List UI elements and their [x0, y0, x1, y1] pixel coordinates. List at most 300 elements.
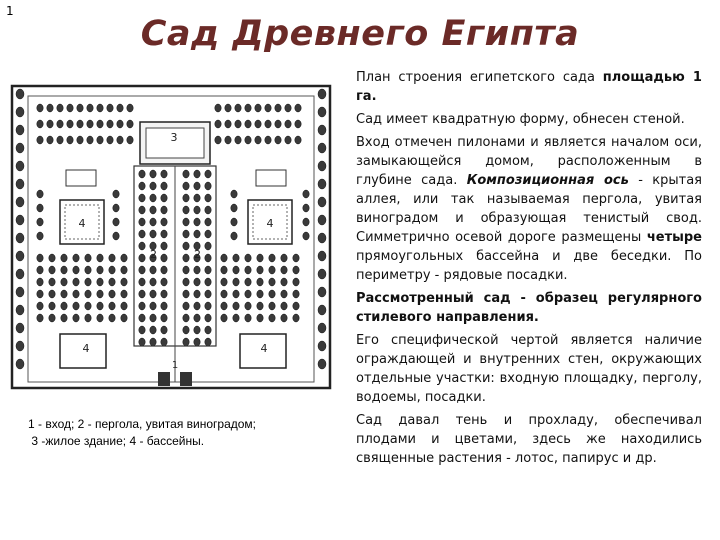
tree-mark [183, 314, 189, 322]
tree-mark [161, 242, 167, 250]
tree-mark [97, 104, 103, 112]
tree-mark [293, 302, 299, 310]
tree-mark [73, 254, 79, 262]
tree-mark [49, 266, 55, 274]
tree-mark [295, 136, 301, 144]
tree-mark [139, 230, 145, 238]
tree-mark [61, 278, 67, 286]
tree-mark [87, 120, 93, 128]
tree-mark [205, 206, 211, 214]
tree-mark [37, 218, 43, 226]
paragraph-1: План строения египетского сада площадью 1 га. [356, 70, 702, 104]
tree-mark [285, 120, 291, 128]
tree-mark [183, 230, 189, 238]
tree-mark [37, 254, 43, 262]
tree-mark [49, 278, 55, 286]
tree-mark [318, 197, 326, 207]
tree-mark [205, 290, 211, 298]
tree-mark [318, 341, 326, 351]
tree-mark [194, 266, 200, 274]
tree-mark [161, 182, 167, 190]
tree-mark [221, 302, 227, 310]
tree-mark [293, 278, 299, 286]
tree-mark [67, 120, 73, 128]
tree-mark [73, 314, 79, 322]
tree-mark [194, 326, 200, 334]
tree-mark [37, 136, 43, 144]
tree-mark [117, 120, 123, 128]
tree-mark [257, 314, 263, 322]
tree-mark [16, 215, 24, 225]
tree-mark [97, 266, 103, 274]
plan-label-pool-bl: 4 [82, 342, 90, 355]
tree-mark [318, 161, 326, 171]
tree-mark [37, 204, 43, 212]
paragraph-4: Рассмотренный сад - образец регулярного стилевого направления. [356, 291, 702, 325]
tree-mark [47, 136, 53, 144]
tree-mark [205, 230, 211, 238]
tree-mark [318, 125, 326, 135]
tree-mark [194, 278, 200, 286]
tree-mark [205, 170, 211, 178]
entrance-pylon-left [158, 372, 170, 386]
tree-mark [194, 302, 200, 310]
tree-mark [183, 170, 189, 178]
tree-mark [150, 290, 156, 298]
plan-label-entrance: 1 [171, 360, 179, 371]
tree-mark [215, 120, 221, 128]
tree-mark [139, 266, 145, 274]
tree-mark [121, 254, 127, 262]
tree-mark [183, 278, 189, 286]
tree-mark [150, 218, 156, 226]
tree-mark [233, 278, 239, 286]
tree-mark [150, 314, 156, 322]
tree-mark [318, 287, 326, 297]
tree-mark [97, 290, 103, 298]
tree-mark [235, 120, 241, 128]
tree-mark [150, 266, 156, 274]
tree-mark [139, 278, 145, 286]
pavilion-left [66, 170, 96, 186]
tree-mark [150, 194, 156, 202]
tree-mark [318, 233, 326, 243]
tree-mark [318, 89, 326, 99]
tree-mark [215, 104, 221, 112]
tree-mark [255, 104, 261, 112]
tree-mark [205, 254, 211, 262]
tree-mark [16, 107, 24, 117]
tree-mark [303, 218, 309, 226]
plan-label-pergola-right: 2 [194, 248, 201, 261]
tree-mark [245, 120, 251, 128]
tree-mark [269, 254, 275, 262]
tree-mark [139, 218, 145, 226]
tree-mark [285, 136, 291, 144]
tree-mark [318, 251, 326, 261]
tree-mark [269, 290, 275, 298]
tree-mark [85, 314, 91, 322]
tree-mark [139, 242, 145, 250]
tree-mark [16, 341, 24, 351]
tree-mark [245, 290, 251, 298]
tree-mark [150, 230, 156, 238]
tree-mark [194, 290, 200, 298]
tree-mark [139, 206, 145, 214]
tree-mark [233, 254, 239, 262]
tree-mark [47, 120, 53, 128]
tree-mark [245, 136, 251, 144]
tree-mark [281, 302, 287, 310]
tree-mark [245, 254, 251, 262]
tree-mark [16, 125, 24, 135]
tree-mark [183, 194, 189, 202]
tree-mark [205, 302, 211, 310]
caption-line-1: 1 - вход; 2 - пергола, увитая виноградом; [28, 417, 257, 431]
caption-line-2: 3 -жилое здание; 4 - бассейны. [28, 434, 205, 448]
tree-mark [109, 254, 115, 262]
tree-mark [121, 314, 127, 322]
tree-mark [233, 314, 239, 322]
description-text [356, 68, 702, 472]
tree-mark [109, 278, 115, 286]
tree-mark [245, 104, 251, 112]
tree-mark [281, 254, 287, 262]
tree-mark [61, 302, 67, 310]
tree-mark [269, 266, 275, 274]
tree-mark [275, 104, 281, 112]
tree-mark [107, 104, 113, 112]
tree-mark [257, 266, 263, 274]
tree-mark [37, 190, 43, 198]
tree-mark [37, 302, 43, 310]
tree-mark [85, 278, 91, 286]
tree-mark [231, 218, 237, 226]
tree-mark [97, 254, 103, 262]
tree-mark [161, 230, 167, 238]
tree-mark [109, 314, 115, 322]
tree-mark [49, 254, 55, 262]
tree-mark [16, 143, 24, 153]
tree-mark [139, 182, 145, 190]
tree-mark [97, 314, 103, 322]
tree-mark [127, 136, 133, 144]
tree-mark [205, 326, 211, 334]
paragraph-2: Сад имеет квадратную форму, обнесен стеной. [356, 112, 685, 127]
tree-mark [150, 182, 156, 190]
tree-mark [37, 104, 43, 112]
tree-mark [293, 254, 299, 262]
tree-mark [235, 136, 241, 144]
tree-mark [233, 290, 239, 298]
tree-mark [73, 290, 79, 298]
entrance-pylon-right [180, 372, 192, 386]
tree-mark [16, 251, 24, 261]
tree-mark [16, 233, 24, 243]
plan-label-pool-tr: 4 [266, 217, 274, 230]
tree-mark [85, 302, 91, 310]
tree-mark [281, 314, 287, 322]
tree-mark [16, 269, 24, 279]
tree-mark [139, 326, 145, 334]
tree-mark [194, 194, 200, 202]
tree-mark [161, 254, 167, 262]
tree-mark [57, 136, 63, 144]
tree-mark [194, 230, 200, 238]
tree-mark [16, 89, 24, 99]
tree-mark [85, 266, 91, 274]
tree-mark [183, 242, 189, 250]
tree-mark [161, 314, 167, 322]
tree-mark [221, 254, 227, 262]
tree-mark [85, 254, 91, 262]
tree-mark [16, 197, 24, 207]
tree-mark [139, 302, 145, 310]
tree-mark [293, 314, 299, 322]
tree-mark [16, 323, 24, 333]
tree-mark [161, 206, 167, 214]
tree-mark [205, 338, 211, 346]
tree-mark [295, 120, 301, 128]
tree-mark [121, 290, 127, 298]
tree-mark [87, 104, 93, 112]
tree-mark [205, 314, 211, 322]
tree-mark [205, 194, 211, 202]
tree-mark [97, 120, 103, 128]
tree-mark [194, 314, 200, 322]
tree-mark [265, 136, 271, 144]
tree-mark [225, 136, 231, 144]
slide-number: 1 [6, 4, 14, 18]
tree-mark [139, 194, 145, 202]
tree-mark [215, 136, 221, 144]
tree-mark [73, 302, 79, 310]
tree-mark [318, 359, 326, 369]
tree-mark [281, 290, 287, 298]
tree-mark [127, 120, 133, 128]
tree-mark [318, 215, 326, 225]
tree-mark [293, 290, 299, 298]
tree-mark [318, 323, 326, 333]
tree-mark [183, 266, 189, 274]
tree-mark [16, 287, 24, 297]
tree-mark [257, 290, 263, 298]
tree-mark [194, 170, 200, 178]
tree-mark [37, 266, 43, 274]
tree-mark [269, 314, 275, 322]
tree-mark [57, 104, 63, 112]
tree-mark [205, 266, 211, 274]
tree-mark [37, 314, 43, 322]
tree-mark [205, 182, 211, 190]
tree-mark [194, 182, 200, 190]
paragraph-6: Сад давал тень и прохладу, обеспечивал плодами и цветами, здесь же находились священные растения - лотос, папирус и др. [356, 413, 702, 466]
tree-mark [117, 104, 123, 112]
tree-mark [303, 232, 309, 240]
tree-mark [37, 120, 43, 128]
tree-mark [225, 120, 231, 128]
tree-mark [37, 232, 43, 240]
tree-mark [61, 254, 67, 262]
tree-mark [245, 302, 251, 310]
tree-mark [77, 120, 83, 128]
tree-mark [183, 254, 189, 262]
tree-mark [113, 204, 119, 212]
tree-mark [150, 278, 156, 286]
tree-mark [233, 266, 239, 274]
tree-mark [318, 305, 326, 315]
tree-mark [161, 290, 167, 298]
tree-mark [161, 218, 167, 226]
tree-mark [16, 359, 24, 369]
tree-mark [139, 314, 145, 322]
garden-plan-image [8, 82, 338, 394]
tree-mark [303, 190, 309, 198]
tree-mark [113, 190, 119, 198]
tree-mark [295, 104, 301, 112]
tree-mark [183, 290, 189, 298]
tree-mark [77, 104, 83, 112]
tree-mark [139, 290, 145, 298]
tree-mark [161, 326, 167, 334]
tree-mark [97, 278, 103, 286]
tree-mark [303, 204, 309, 212]
tree-mark [109, 266, 115, 274]
tree-mark [49, 290, 55, 298]
tree-mark [293, 266, 299, 274]
tree-mark [205, 278, 211, 286]
tree-mark [221, 314, 227, 322]
tree-mark [85, 290, 91, 298]
tree-mark [121, 278, 127, 286]
tree-mark [109, 290, 115, 298]
tree-mark [121, 266, 127, 274]
tree-mark [257, 254, 263, 262]
tree-mark [281, 278, 287, 286]
tree-mark [73, 278, 79, 286]
tree-mark [161, 170, 167, 178]
tree-mark [183, 182, 189, 190]
tree-mark [77, 136, 83, 144]
tree-mark [318, 143, 326, 153]
plan-label-pergola-left: 2 [150, 248, 157, 261]
tree-mark [16, 179, 24, 189]
tree-mark [318, 107, 326, 117]
paragraph-3: Вход отмечен пилонами и является началом оси, замыкающейся домом, расположенным в глубине сада. Композиционная ось - крытая аллея, или так называемая пергола, увитая виноградом и образующая тенистый свод. Симметрично осевой дороге размещены четыре прямоугольных бассейна и две беседки. По периметру - рядовые посадки. [356, 135, 702, 283]
tree-mark [57, 120, 63, 128]
tree-mark [16, 305, 24, 315]
tree-mark [121, 302, 127, 310]
pavilion-right [256, 170, 286, 186]
tree-mark [117, 136, 123, 144]
tree-mark [161, 338, 167, 346]
tree-mark [265, 120, 271, 128]
tree-mark [269, 278, 275, 286]
tree-mark [47, 104, 53, 112]
paragraph-5: Его специфической чертой является наличие ограждающей и внутренних стен, окружающих отдельные участки: входную площадку, перголу, водоемы, посадки. [356, 333, 702, 405]
tree-mark [139, 170, 145, 178]
tree-mark [161, 302, 167, 310]
tree-mark [87, 136, 93, 144]
tree-mark [150, 170, 156, 178]
tree-mark [183, 338, 189, 346]
tree-mark [318, 269, 326, 279]
tree-mark [275, 120, 281, 128]
tree-mark [231, 190, 237, 198]
tree-mark [233, 302, 239, 310]
tree-mark [37, 278, 43, 286]
tree-mark [49, 314, 55, 322]
tree-mark [97, 302, 103, 310]
tree-mark [225, 104, 231, 112]
tree-mark [150, 206, 156, 214]
tree-mark [139, 254, 145, 262]
tree-mark [37, 290, 43, 298]
tree-mark [61, 266, 67, 274]
tree-mark [67, 136, 73, 144]
tree-mark [265, 104, 271, 112]
slide-title: Сад Древнего Египта [140, 14, 580, 54]
tree-mark [221, 290, 227, 298]
tree-mark [161, 266, 167, 274]
tree-mark [281, 266, 287, 274]
tree-mark [61, 314, 67, 322]
tree-mark [318, 179, 326, 189]
tree-mark [285, 104, 291, 112]
tree-mark [113, 232, 119, 240]
plan-label-pool-br: 4 [260, 342, 268, 355]
plan-label-house: 3 [170, 131, 178, 144]
tree-mark [49, 302, 55, 310]
tree-mark [183, 218, 189, 226]
tree-mark [161, 278, 167, 286]
tree-mark [275, 136, 281, 144]
tree-mark [113, 218, 119, 226]
tree-mark [194, 218, 200, 226]
plan-label-pool-tl: 4 [78, 217, 86, 230]
tree-mark [97, 136, 103, 144]
tree-mark [150, 302, 156, 310]
tree-mark [183, 206, 189, 214]
tree-mark [245, 278, 251, 286]
tree-mark [221, 278, 227, 286]
tree-mark [255, 136, 261, 144]
plan-caption [28, 416, 328, 450]
tree-mark [257, 278, 263, 286]
tree-mark [231, 232, 237, 240]
tree-mark [150, 326, 156, 334]
tree-mark [150, 338, 156, 346]
tree-mark [255, 120, 261, 128]
tree-mark [194, 338, 200, 346]
tree-mark [73, 266, 79, 274]
tree-mark [257, 302, 263, 310]
tree-mark [221, 266, 227, 274]
tree-mark [107, 136, 113, 144]
tree-mark [139, 338, 145, 346]
tree-mark [245, 314, 251, 322]
tree-mark [269, 302, 275, 310]
tree-mark [127, 104, 133, 112]
tree-mark [61, 290, 67, 298]
tree-mark [107, 120, 113, 128]
tree-mark [16, 161, 24, 171]
tree-mark [205, 242, 211, 250]
tree-mark [194, 206, 200, 214]
tree-mark [235, 104, 241, 112]
tree-mark [183, 326, 189, 334]
tree-mark [67, 104, 73, 112]
